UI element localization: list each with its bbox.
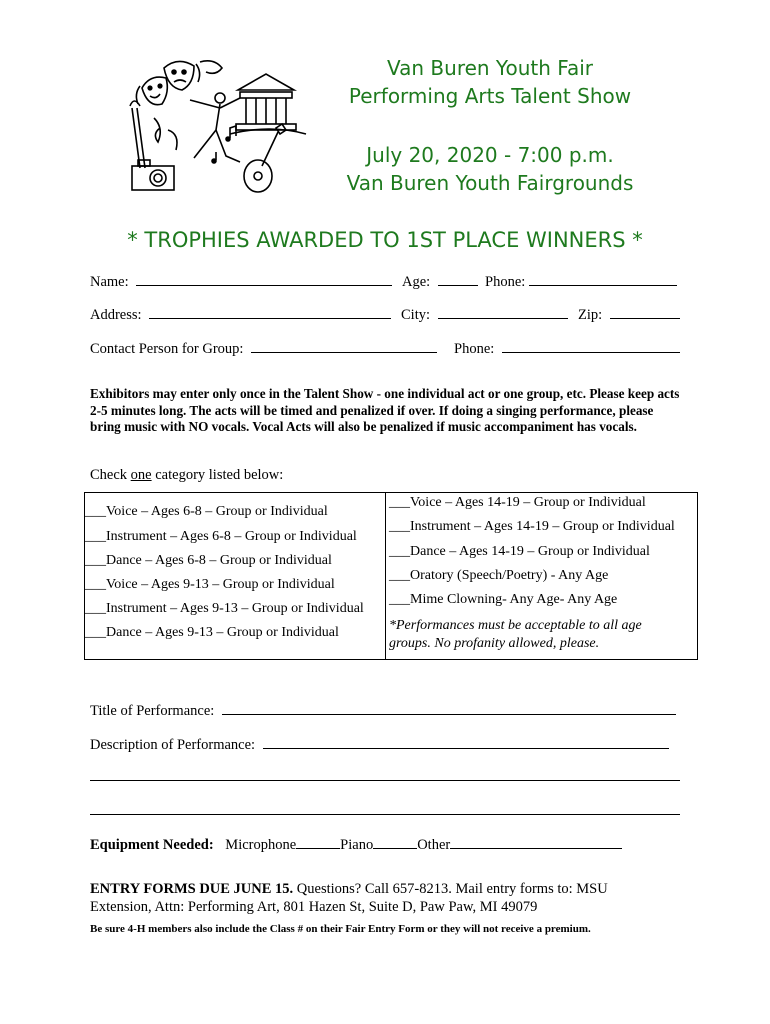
check-emphasis: one <box>130 467 152 483</box>
check-prefix: Check <box>90 467 131 483</box>
category-dance-9-13[interactable]: ___Dance – Ages 9-13 – Group or Individual <box>85 625 339 640</box>
due-date-text: ENTRY FORMS DUE JUNE 15. <box>90 881 294 897</box>
phone-row <box>485 271 677 291</box>
city-label: City: <box>401 307 431 323</box>
performance-description-field[interactable] <box>263 734 669 749</box>
category-oratory[interactable]: ___Oratory (Speech/Poetry) - Any Age <box>389 568 609 583</box>
piano-field[interactable] <box>373 834 417 849</box>
age-label: Age: <box>402 274 431 290</box>
category-voice-9-13[interactable]: ___Voice – Ages 9-13 – Group or Individual <box>85 577 335 592</box>
description-line-3[interactable] <box>90 814 680 815</box>
name-field[interactable] <box>136 271 392 286</box>
camera-icon <box>132 160 174 190</box>
address-label: Address: <box>90 307 142 323</box>
zip-field[interactable] <box>610 304 680 319</box>
category-dance-6-8[interactable]: ___Dance – Ages 6-8 – Group or Individual <box>85 553 332 568</box>
footer-line-1 <box>90 880 608 898</box>
other-field[interactable] <box>450 834 622 849</box>
performance-note <box>389 617 695 653</box>
equipment-row <box>90 834 622 854</box>
piano-label: Piano <box>340 837 374 853</box>
title-line-1: Van Buren Youth Fair <box>387 56 593 80</box>
rules-paragraph: Exhibitors may enter only once in the Talent Show - one individual act or one group, etc. Please keep acts 2-5 minutes long. The acts will be timed and penalized if over. If doing a singing performance, please bring music with NO vocals. Vocal Acts will also be penalized if music accompaniment has vocals. <box>90 386 680 434</box>
category-divider <box>385 493 386 659</box>
category-mime-clowning[interactable]: ___Mime Clowning- Any Age- Any Age <box>389 592 618 607</box>
other-label: Other <box>417 837 451 853</box>
footer-instructions <box>90 880 608 916</box>
note-line-1: *Performances must be acceptable to all age <box>389 618 642 633</box>
description-row <box>90 734 669 754</box>
date-line: July 20, 2020 - 7:00 p.m. <box>366 143 614 167</box>
age-row <box>402 271 478 291</box>
category-instrument-9-13[interactable]: ___Instrument – Ages 9-13 – Group or Individual <box>85 601 364 616</box>
title-row <box>90 700 676 720</box>
check-instruction <box>90 467 283 484</box>
age-field[interactable] <box>438 271 478 286</box>
address-row <box>90 304 391 324</box>
performance-title-label: Title of Performance: <box>90 703 215 719</box>
theater-masks-icon <box>136 61 199 104</box>
category-instrument-6-8[interactable]: ___Instrument – Ages 6-8 – Group or Individual <box>85 529 357 544</box>
microphone-field[interactable] <box>296 834 340 849</box>
phone-field[interactable] <box>529 271 677 286</box>
microphone-label: Microphone <box>225 837 297 853</box>
zip-row <box>578 304 680 324</box>
phone2-field[interactable] <box>502 338 680 353</box>
city-row <box>401 304 568 324</box>
name-label: Name: <box>90 274 129 290</box>
venue-line: Van Buren Youth Fairgrounds <box>346 171 634 195</box>
category-voice-6-8[interactable]: ___Voice – Ages 6-8 – Group or Individual <box>85 504 328 519</box>
phone2-row <box>454 338 680 358</box>
mail-address-text: Extension, Attn: Performing Art, 801 Hazen St, Suite D, Paw Paw, MI 49079 <box>90 899 538 915</box>
address-field[interactable] <box>149 304 391 319</box>
check-suffix: category listed below: <box>151 467 284 483</box>
contact-label: Contact Person for Group: <box>90 341 244 357</box>
category-dance-14-19[interactable]: ___Dance – Ages 14-19 – Group or Individual <box>389 544 650 559</box>
performance-description-label: Description of Performance: <box>90 737 256 753</box>
paint-brush-icon <box>130 101 145 168</box>
trophies-banner: * TROPHIES AWARDED TO 1ST PLACE WINNERS * <box>127 228 643 252</box>
name-row <box>90 271 392 291</box>
zip-label: Zip: <box>578 307 603 323</box>
performance-title-field[interactable] <box>222 700 676 715</box>
category-box <box>84 492 698 660</box>
phone2-label: Phone: <box>454 341 495 357</box>
equipment-label: Equipment Needed: <box>90 837 214 853</box>
footer-4h-note: Be sure 4-H members also include the Class # on their Fair Entry Form or they will not receive a premium. <box>90 923 591 935</box>
title-line-2: Performing Arts Talent Show <box>348 84 632 108</box>
category-voice-14-19[interactable]: ___Voice – Ages 14-19 – Group or Individual <box>389 495 646 510</box>
category-instrument-14-19[interactable]: ___Instrument – Ages 14-19 – Group or Individual <box>389 519 675 534</box>
city-field[interactable] <box>438 304 568 319</box>
phone-label: Phone: <box>485 274 526 290</box>
contact-field[interactable] <box>251 338 437 353</box>
questions-text: Questions? Call 657-8213. Mail entry forms to: MSU <box>293 881 608 897</box>
note-line-2: groups. No profanity allowed, please. <box>389 636 600 651</box>
contact-row <box>90 338 437 358</box>
description-line-2[interactable] <box>90 780 680 781</box>
